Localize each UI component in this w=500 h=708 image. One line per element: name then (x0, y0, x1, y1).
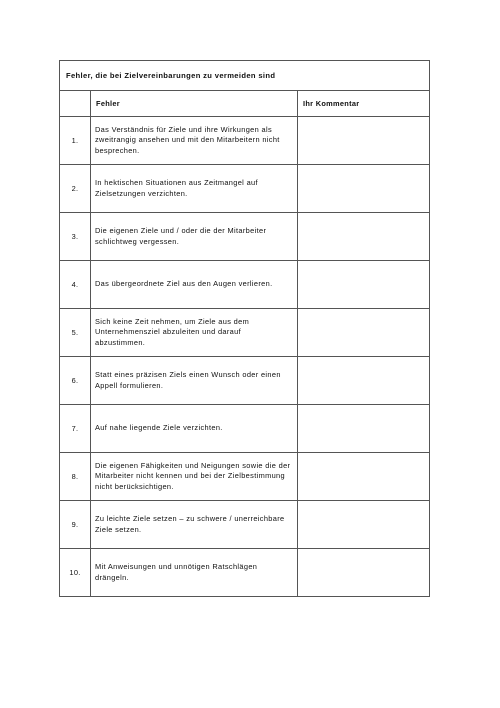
row-comment-field[interactable] (298, 261, 430, 309)
row-comment-field[interactable] (298, 501, 430, 549)
row-comment-field[interactable] (298, 165, 430, 213)
row-fehler-text: Die eigenen Ziele und / oder die der Mitarbeiter schlichtweg vergessen. (91, 213, 298, 261)
table-row (60, 501, 430, 549)
row-fehler-text: Auf nahe liegende Ziele verzichten. (91, 405, 298, 453)
table-row (60, 405, 430, 453)
table-row (60, 117, 430, 165)
row-number: 6. (60, 357, 91, 405)
header-kommentar: Ihr Kommentar (298, 91, 430, 117)
row-number: 7. (60, 405, 91, 453)
row-fehler-text: Statt eines präzisen Ziels einen Wunsch oder einen Appell formulieren. (91, 357, 298, 405)
row-fehler-text: Mit Anweisungen und unnötigen Ratschlägen drängeln. (91, 549, 298, 597)
row-fehler-text: Das Verständnis für Ziele und ihre Wirkungen als zweitrangig ansehen und mit den Mitarbeitern nicht besprechen. (91, 117, 298, 165)
row-number: 3. (60, 213, 91, 261)
table-row (60, 213, 430, 261)
row-number: 1. (60, 117, 91, 165)
table-row (60, 453, 430, 501)
row-fehler-text: Sich keine Zeit nehmen, um Ziele aus dem Unternehmensziel abzuleiten und darauf abzustimmen. (91, 309, 298, 357)
row-comment-field[interactable] (298, 405, 430, 453)
row-comment-field[interactable] (298, 549, 430, 597)
row-number: 2. (60, 165, 91, 213)
row-number: 10. (60, 549, 91, 597)
row-comment-field[interactable] (298, 453, 430, 501)
row-number: 9. (60, 501, 91, 549)
header-fehler: Fehler (91, 91, 298, 117)
row-comment-field[interactable] (298, 117, 430, 165)
row-comment-field[interactable] (298, 213, 430, 261)
table-row (60, 549, 430, 597)
table-row (60, 261, 430, 309)
row-number: 5. (60, 309, 91, 357)
row-fehler-text: Die eigenen Fähigkeiten und Neigungen sowie die der Mitarbeiter nicht kennen und bei der Zielbestimmung nicht berücksichtigen. (91, 453, 298, 501)
table-title: Fehler, die bei Zielvereinbarungen zu vermeiden sind (60, 61, 430, 91)
table-row (60, 309, 430, 357)
table-row (60, 165, 430, 213)
row-number: 8. (60, 453, 91, 501)
row-comment-field[interactable] (298, 357, 430, 405)
row-fehler-text: Zu leichte Ziele setzen – zu schwere / unerreichbare Ziele setzen. (91, 501, 298, 549)
row-fehler-text: In hektischen Situationen aus Zeitmangel auf Zielsetzungen verzichten. (91, 165, 298, 213)
table-title-row (60, 61, 430, 91)
table-row (60, 357, 430, 405)
row-comment-field[interactable] (298, 309, 430, 357)
row-fehler-text: Das übergeordnete Ziel aus den Augen verlieren. (91, 261, 298, 309)
row-number: 4. (60, 261, 91, 309)
header-number (60, 91, 91, 117)
error-table (59, 60, 430, 597)
header-row (60, 91, 430, 117)
